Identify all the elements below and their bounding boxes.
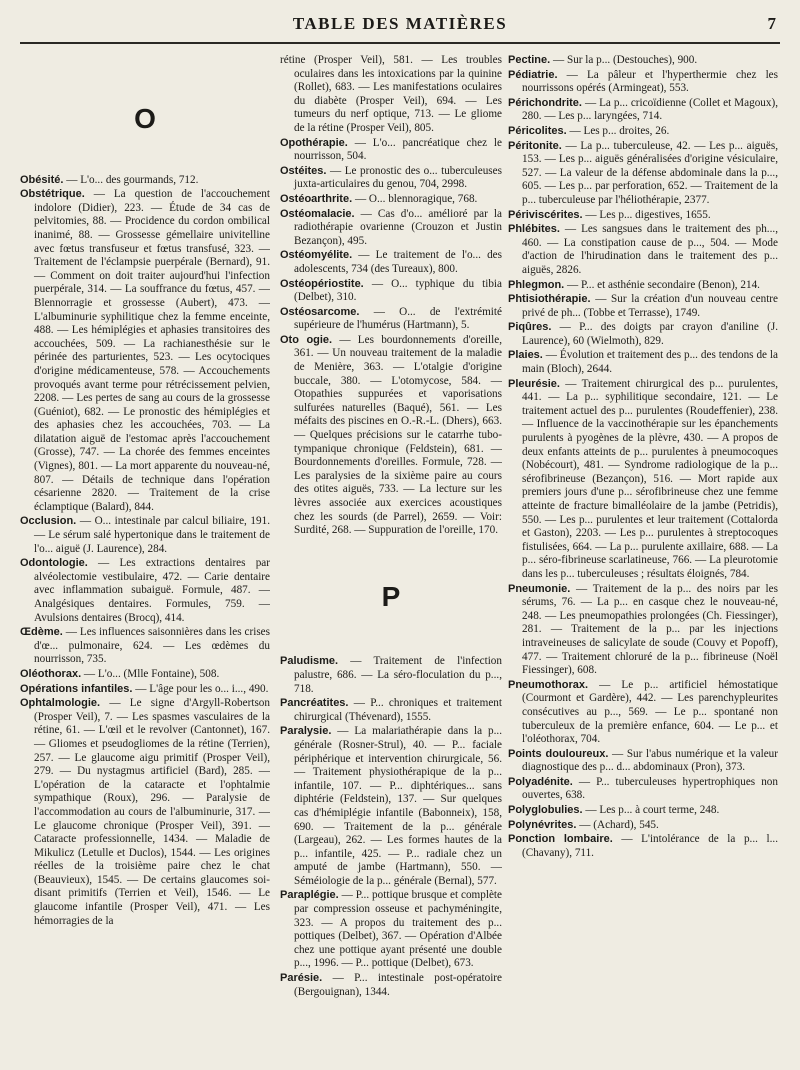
entry-term: Parésie. bbox=[280, 972, 323, 985]
entry-text: — L'o... des gourmands, 712. bbox=[63, 173, 199, 186]
entry-text: — Traitement chirurgical des p... purulentes, 441. — La p... syphilitique secondaire, 121. — Le traitement actuel des p... purulentes (Roudeffenier), 238. — Influence de la vaccinothérapie sur les épanchements purulents à pyogènes de la plèvre, 430. — A propos de deux enfants atteints de p... purulentes à pneumocoques (Nobécourt), 481. — Syndrome radiologique de la p... sérofibrineuse (Bezançon), 516. — Mort rapide aux premiers jours d'une p... sérofibrineuse chez une femme atteinte de fracture bimalléolaire de la jambe (Petridis), 550. — Les p... purulentes et leur traitement (Cottalorda et Gaston), 2203. — Les p... purulentes à streptocoques fistulisées, 664. — La p... purulente axillaire, 688. — La p... séro-fibrineuse scarlatineuse, 766. — La pleurotomie dans les p... tuberculeuses ; résultats éloignés, 784. bbox=[522, 377, 778, 580]
entry-term: Oto ogie. bbox=[280, 333, 333, 346]
index-entry bbox=[508, 209, 778, 223]
index-entry bbox=[508, 223, 778, 277]
index-entry bbox=[508, 125, 778, 139]
entry-term: Œdème. bbox=[20, 626, 63, 639]
index-entry bbox=[20, 683, 270, 697]
index-entry bbox=[280, 54, 502, 136]
index-entry bbox=[508, 776, 778, 803]
entry-term: Paralysie. bbox=[280, 725, 332, 738]
entry-text: — O... typhique du tibia (Delbet), 310. bbox=[294, 277, 502, 304]
entry-term: Piqûres. bbox=[508, 321, 552, 334]
index-entry bbox=[280, 208, 502, 249]
entry-text: rétine (Prosper Veil), 581. — Les troubles oculaires dans les intoxications par la quinine (Rollet), 683. — Les manifestations oculaires du diabète (Prosper Veil), 694. — Les tumeurs du nerf optique, 713. — Le gliome de la rétine (Prosper Veil), 805. bbox=[280, 54, 502, 134]
index-entry bbox=[280, 889, 502, 971]
entry-text: — Les sangsues dans le traitement des ph..., 460. — La constipation cause de p..., 504. — Mode d'action de l'hirudination dans le traitement des p... aiguës, 2826. bbox=[522, 223, 778, 276]
entry-term: Ostéomalacie. bbox=[280, 207, 355, 220]
index-entry bbox=[508, 748, 778, 775]
index-entry bbox=[280, 334, 502, 538]
entry-text: — Cas d'o... amélioré par la radiothérapie ovarienne (Crouzon et Justin Bezançon), 495. bbox=[294, 207, 502, 247]
index-entry bbox=[508, 833, 778, 860]
section-letter-o: O bbox=[134, 103, 156, 134]
entry-term: Ponction lombaire. bbox=[508, 833, 613, 846]
index-entry bbox=[280, 193, 502, 207]
entry-term: Phlébites. bbox=[508, 223, 560, 236]
entry-term: Ostéopériostite. bbox=[280, 277, 364, 290]
entry-term: Occlusion. bbox=[20, 515, 77, 528]
entry-text: — (Achard), 545. bbox=[576, 818, 659, 831]
entry-text: — La pâleur et l'hyperthermie chez les nourrissons opérés (Armingeat), 553. bbox=[522, 68, 778, 95]
index-entry bbox=[280, 655, 502, 696]
index-entry bbox=[20, 557, 270, 625]
column-left bbox=[20, 54, 270, 1062]
entry-text: — O... blennoragique, 768. bbox=[352, 192, 478, 205]
index-entry bbox=[508, 140, 778, 208]
index-entry bbox=[280, 165, 502, 192]
entry-term: Obésité. bbox=[20, 173, 64, 186]
entry-term: Paludisme. bbox=[280, 655, 339, 668]
entry-term: Ostéoarthrite. bbox=[280, 192, 353, 205]
entry-text: — O... intestinale par calcul biliaire, 191. — Le sérum salé hypertonique dans le traitement de l'o... aiguë (J. Laurence), 284. bbox=[34, 515, 270, 555]
entry-text: — L'o... (Mlle Fontaine), 508. bbox=[81, 667, 220, 680]
entry-text: — Sur la p... (Destouches), 900. bbox=[550, 54, 698, 66]
entry-text: — L'o... pancréatique chez le nourrisson, 504. bbox=[294, 136, 502, 163]
index-entry bbox=[280, 972, 502, 999]
entry-term: Péricolites. bbox=[508, 124, 567, 137]
index-entry bbox=[508, 279, 778, 293]
entry-text: — O... de l'extrémité supérieure de l'humérus (Hartmann), 5. bbox=[294, 305, 502, 332]
entry-list bbox=[280, 54, 502, 538]
index-entry bbox=[20, 697, 270, 928]
entry-term: Ostéomyélite. bbox=[280, 249, 353, 262]
index-entry bbox=[20, 668, 270, 682]
entry-term: Pectine. bbox=[508, 54, 551, 66]
entry-term: Opérations infantiles. bbox=[20, 682, 133, 695]
index-entry bbox=[508, 804, 778, 818]
entry-text: — Le pronostic des o... tuberculeuses juxta-articulaires du genou, 704, 2998. bbox=[294, 164, 502, 191]
entry-term: Paraplégie. bbox=[280, 889, 339, 902]
index-entry bbox=[508, 54, 778, 68]
entry-text: — P... des doigts par crayon d'aniline (J. Laurence), 60 (Wielmoth), 829. bbox=[522, 321, 778, 347]
entry-text: — Les p... à court terme, 248. bbox=[582, 804, 720, 817]
entry-text: — Traitement de l'infection palustre, 686. — La séro-floculation du p..., 718. bbox=[294, 655, 502, 695]
entry-text: — P... et asthénie secondaire (Benon), 214. bbox=[564, 278, 760, 291]
entry-list bbox=[20, 174, 270, 929]
entry-term: Oléothorax. bbox=[20, 667, 82, 680]
entry-text: — Les p... droites, 26. bbox=[566, 124, 670, 137]
entry-term: Pédiatrie. bbox=[508, 68, 558, 81]
entry-term: Ophtalmologie. bbox=[20, 697, 101, 710]
entry-text: — P... tuberculeuses hypertrophiques non ouvertes, 638. bbox=[522, 775, 778, 802]
entry-text: — La p... cricoïdienne (Collet et Magoux), 280. — Les p... laryngées, 714. bbox=[522, 96, 778, 123]
entry-text: — L'âge pour les o... i..., 490. bbox=[132, 682, 269, 695]
section-letter-p: P bbox=[381, 580, 401, 612]
entry-term: Polyadénite. bbox=[508, 775, 573, 788]
entry-text: — Les influences saisonnières dans les crises d'œ... pulmonaire, 624. — Les œdèmes du nourrisson, 735. bbox=[34, 626, 270, 666]
index-entry bbox=[508, 679, 778, 747]
index-entry bbox=[280, 249, 502, 276]
entry-text: — Le traitement de l'o... des adolescents, 734 (des Tureaux), 800. bbox=[294, 249, 502, 275]
entry-term: Points douloureux. bbox=[508, 747, 609, 760]
entry-term: Ostéites. bbox=[280, 164, 327, 177]
entry-term: Phlegmon. bbox=[508, 278, 565, 291]
entry-term: Opothérapie. bbox=[280, 136, 348, 149]
entry-text: — Sur la création d'un nouveau centre privé de ph... (Tobbe et Terrasse), 1749. bbox=[522, 293, 778, 319]
index-entry bbox=[508, 349, 778, 376]
column-middle bbox=[280, 54, 502, 1062]
index-entry bbox=[508, 69, 778, 96]
index-entry bbox=[20, 626, 270, 667]
index-entry bbox=[280, 725, 502, 888]
entry-text: — Les bourdonnements d'oreille, 361. — Un nouveau traitement de la maladie de Menière, 363. — L'otalgie d'origine buccale, 380. — L'otomycose, 584. — Otopathies suppurées et vaporisations sulfurées naturelles (Baqué), 561. — Les méfaits des piscines en O.-R.-L. (Dhers), 663. — Quelques précisions sur le catarrhe tubo-tympanique chronique (Feldstein), 681. — Bourdonnements d'oreilles. Formule, 728. — Les paralysies de la sixième paire au cours des otites aiguës, 733. — La lecture sur les lèvres associée aux exercices acoustiques chez les sourds (de Parrel), 2659. — Voir: Surdité, 268. — Suppuration de l'oreille, 170. bbox=[294, 333, 502, 537]
entry-term: Périviscérites. bbox=[508, 208, 583, 221]
entry-term: Ostéosarcome. bbox=[280, 305, 360, 318]
entry-text: — Le signe d'Argyll-Robertson (Prosper Veil), 7. — Les spasmes vasculaires de la rétine, 61. — L'œil et le revolver (Cantonnet), 167. — Gliomes et pseudogliomes de la rétine (Terrien), 257. — Le glaucome aigu primitif (Prosper Veil), 279. — Du nystagmus artificiel (Bard), 285. — L'opération de la cataracte et l'ophtalmie sympathique (Roux), 296. — Paralysie de l'accommodation au cours de l'albuminurie, 317. — Le glaucome chronique (Prosper Veil), 391. — Cataracte professionnelle, 1434. — Maladie de Mikulicz (Letulle et Duclos), 1544. — Les origines réelles de la troisième paire chez le chat (Beauvieux), 1545. — De certains glaucomes soi-disant primitifs (Terrien et Veil), 1546. — Le glaucome infantile (Prosper Veil), 471. — Les hémorragies de la bbox=[34, 697, 270, 927]
index-entry bbox=[20, 188, 270, 514]
entry-term: Périchondrite. bbox=[508, 96, 582, 109]
page-title: TABLE DES MATIÈRES bbox=[292, 14, 508, 33]
entry-term: Pancréatites. bbox=[280, 697, 349, 710]
column-right bbox=[508, 54, 778, 1062]
entry-text: — Évolution et traitement des p... des tendons de la main (Bloch), 2644. bbox=[522, 349, 778, 376]
entry-term: Pleurésie. bbox=[508, 377, 560, 390]
entry-text: — P... pottique brusque et complète par compression osseuse et pachyméningite, 323. — A propos du traitement des p... pottiques (Delbet), 367. — Opération d'Albée chez une pottique ayant présenté une double p..., 1996. — P... pottique (Delbet), 673. bbox=[294, 889, 502, 970]
entry-term: Polynévrites. bbox=[508, 818, 577, 831]
index-entry bbox=[280, 137, 502, 164]
index-entry bbox=[508, 97, 778, 124]
entry-text: — La malariathérapie dans la p... générale (Rosner-Strul), 40. — P... faciale périphérique et intervention chirurgicale, 56. — Traitement physiothérapique de la p... infantile, 107. — P... diphtériques... sans diphtérie (Feldstein), 137. — Sur quelques cas d'hémiplégie infantile (Babonneix), 158, 690. — Traitement de la p... générale (Largeau), 262. — Les formes hautes de la p... infantile, 425. — P... radiale chez un amputé de jambe (Hartmann), 550. — Séméiologie de la p... générale (Bernal), 577. bbox=[294, 725, 502, 887]
entry-list bbox=[508, 54, 778, 860]
entry-text: — Les p... digestives, 1655. bbox=[582, 208, 711, 221]
entry-term: Phtisiothérapie. bbox=[508, 293, 591, 306]
index-entry bbox=[280, 306, 502, 333]
entry-term: Plaies. bbox=[508, 349, 543, 362]
entry-text: — L'intolérance de la p... l... (Chavany), 711. bbox=[522, 833, 778, 859]
index-entry bbox=[280, 278, 502, 305]
index-entry bbox=[20, 515, 270, 556]
index-entry bbox=[280, 697, 502, 724]
index-entry bbox=[508, 293, 778, 320]
entry-text: — Sur l'abus numérique et la valeur diagnostique des p... d... abdominaux (Pron), 373. bbox=[522, 747, 778, 774]
entry-term: Péritonite. bbox=[508, 139, 562, 152]
index-entry bbox=[508, 378, 778, 582]
entry-text: — La p... tuberculeuse, 42. — Les p... aiguës, 153. — Les p... aiguës généralisées d'origine vésiculaire, 527. — La valeur de la défense abdominale dans la p..., 605. — Les p... par perforation, 652. — Traitement de la p... tuberculeuse par l'héliothérapie, 2377. bbox=[522, 139, 778, 206]
page-header bbox=[20, 14, 780, 40]
index-entry bbox=[508, 321, 778, 348]
entry-text: — Le p... artificiel hémostatique (Courmont et Gardère), 442. — Les parenchypleurites consécutives au p..., 569. — Le p... spontané non tuberculeux de la première enfance, 604. — Le p... et l'oléothorax, 704. bbox=[522, 678, 778, 746]
index-entry bbox=[20, 174, 270, 188]
index-entry bbox=[508, 819, 778, 833]
entry-term: Polyglobulies. bbox=[508, 804, 583, 817]
header-rule bbox=[20, 42, 780, 44]
entry-term: Obstétrique. bbox=[20, 188, 85, 201]
entry-text: — La question de l'accouchement indolore (Didier), 223. — Étude de 34 cas de pelvitomies, 88. — Procidence du cordon ombilical inanimé, 88. — Grossesse gémellaire univitelline avec fœtus transfuseur et fœtus transfusé, 323. — Traitement de l'éclampsie puerpérale (Bernard), 91. — Comment on doit traiter aujourd'hui l'infection puerpérale, 314. — La souffrance du fœtus, 457. — Blennorragie et grossesse (Aubert), 473. — L'albuminurie syphilitique chez la femme enceinte, 488. — Les hémiplégies et aphasies transitoires des accouchées, 509. — La rachianesthésie sur le périnée des parturientes, 523. — Les ocytociques d'origine médicamenteuse, 578. — Accouchements provoqués avant terme pour rétrécissement pelvien, 2208. — Les pertes de sang au cours de la grossesse (Guéniot), 682. — Le pronostic des hémiplégies et des aphasies chez les accouchées, 703. — La dilatation aiguë de l'estomac après l'accouchement (Grosse), 747. — La chorée des femmes enceintes (Vignes), 801. — La mort apparente du nouveau-né, 807. — Détails de technique dans l'opération césarienne 2820. — Traitement de la crise éclamptique (Balard), 844. bbox=[34, 188, 270, 513]
entry-text: — Traitement de la p... des noirs par les sérums, 76. — La p... en casque chez le nouveau-né, 248. — Les pneumopathies prolongées (Ch. Fiessinger), 281. — Traitement de la p... par les injections intraveineuses de salicylate de soude (Couvy et Popoff), 477. — Traitement chloruré de la p... fibrineuse (Noël Fiessinger), 608. bbox=[522, 582, 778, 677]
entry-text: — P... intestinale post-opératoire (Bergouignan), 1344. bbox=[294, 972, 502, 998]
entry-text: — P... chroniques et traitement chirurgical (Thévenard), 1555. bbox=[294, 697, 502, 723]
entry-term: Pneumonie. bbox=[508, 582, 571, 595]
page-number: 7 bbox=[767, 14, 776, 33]
entry-term: Pneumothorax. bbox=[508, 678, 589, 691]
index-entry bbox=[508, 583, 778, 678]
entry-list bbox=[280, 655, 502, 999]
entry-term: Odontologie. bbox=[20, 557, 88, 570]
entry-text: — Les extractions dentaires par alvéolectomie vestibulaire, 472. — Carie dentaire avec inflammation subaiguë. Formule, 487. — Analgésiques dentaires. Formules, 759. — Avulsions dentaires (Brocq), 414. bbox=[34, 557, 270, 624]
